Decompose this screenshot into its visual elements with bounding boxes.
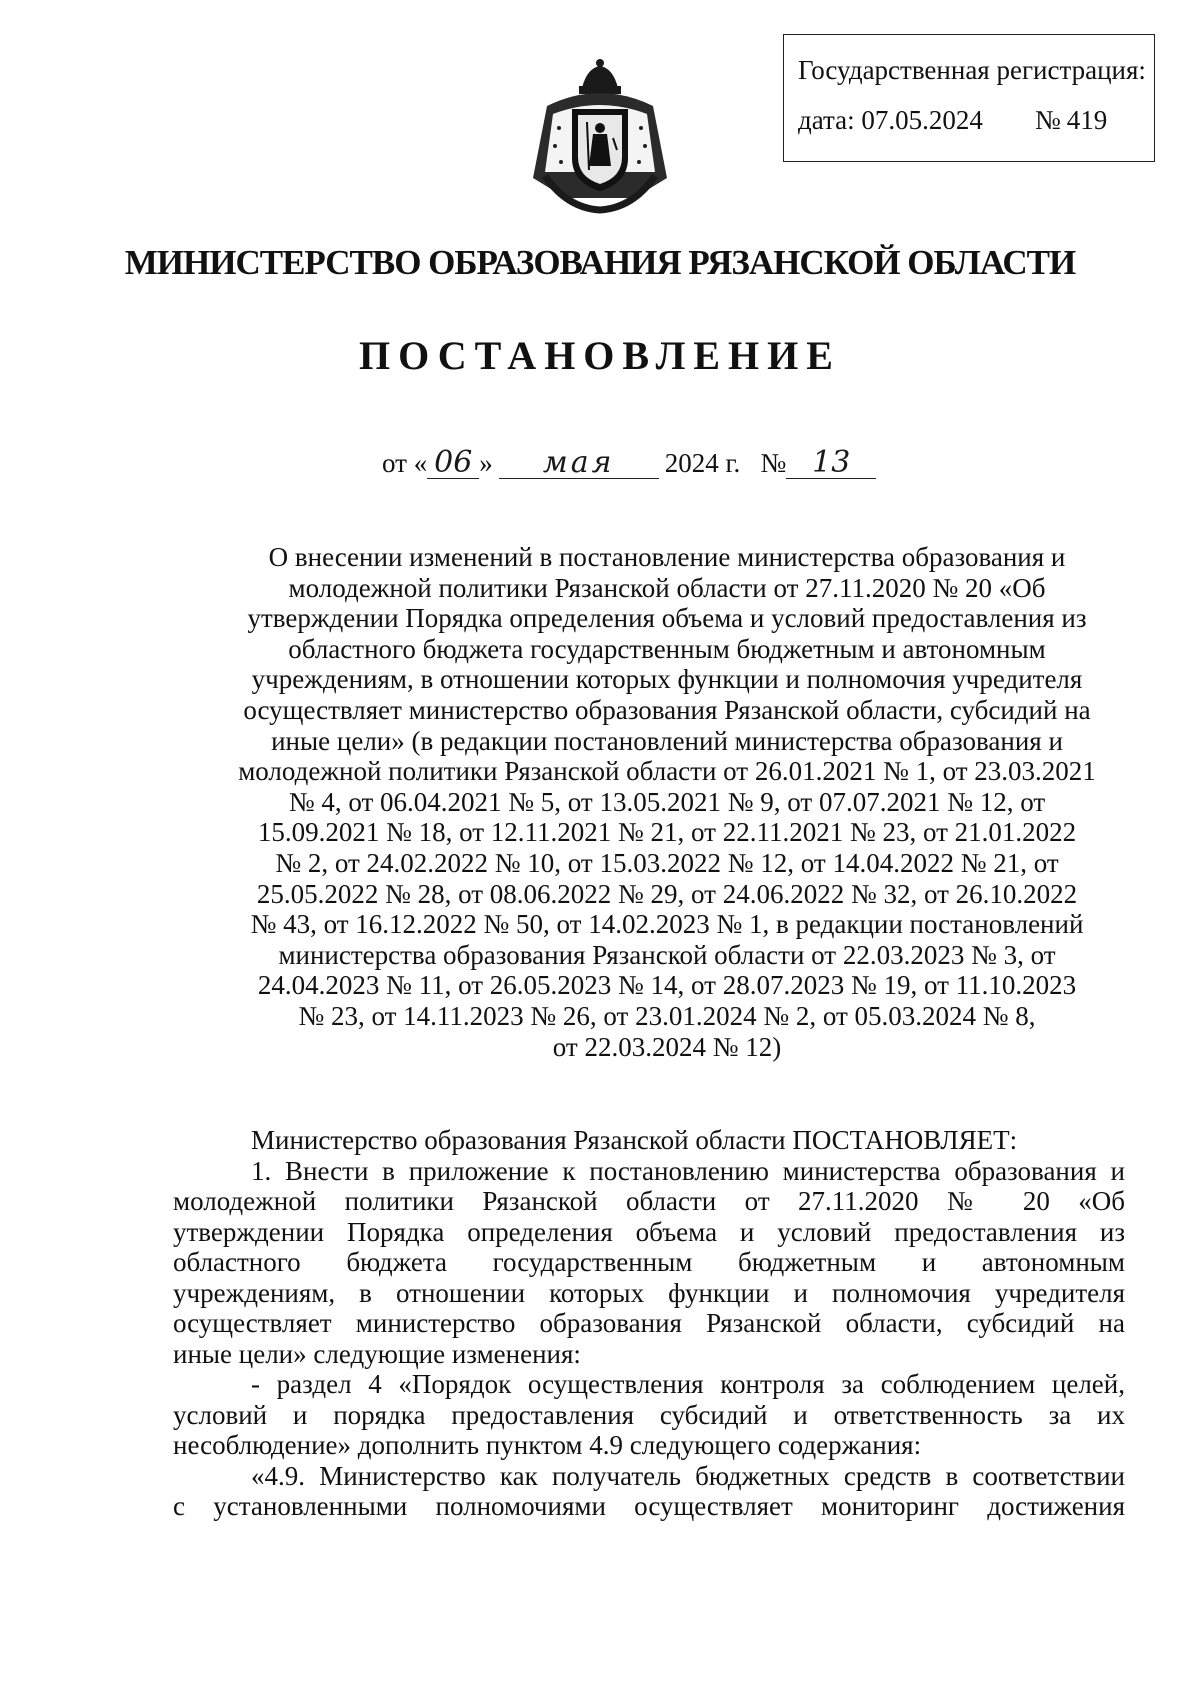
handwritten-day: 06	[427, 448, 479, 479]
resolution-statement: Министерство образования Рязанской области ПОСТАНОВЛЯЕТ:	[251, 1125, 1018, 1155]
subject-line: молодежной политики Рязанской области от 27.11.2020 № 20 «Об	[288, 572, 1046, 603]
subject-line: молодежной политики Рязанской области от 26.01.2021 № 1, от 23.03.2021	[238, 756, 1096, 787]
date-year: 2024 г.	[664, 448, 741, 478]
date-number-label: №	[760, 448, 787, 478]
registration-date: дата: 07.05.2024	[798, 105, 983, 135]
registration-number	[1029, 105, 1107, 136]
paragraph-1-line: утверждении Порядка определения объема и условий предоставления из	[173, 1216, 1125, 1247]
subject-line: утверждении Порядка определения объема и условий предоставления из	[247, 603, 1087, 634]
subject-line: областного бюджета государственным бюджетным и автономным	[288, 633, 1046, 664]
paragraph-1-line: учреждениям, в отношении которых функции и полномочия учредителя	[173, 1277, 1125, 1308]
paragraph-1-line: иные цели» следующие изменения:	[173, 1338, 581, 1369]
paragraph-1-line: молодежной политики Рязанской области от 27.11.2020 № 20 «Об	[173, 1186, 1125, 1216]
subject-line: учреждениям, в отношении которых функции и полномочия учредителя	[251, 664, 1083, 695]
handwritten-number: 13	[786, 448, 876, 479]
subject-line: № 4, от 06.04.2021 № 5, от 13.05.2021 № 9, от 07.07.2021 № 12, от	[288, 786, 1046, 817]
registration-title: Государственная регистрация:	[798, 55, 1146, 85]
document-body	[173, 1125, 1125, 1522]
registration-number-value: 419	[1066, 105, 1108, 135]
subject-line: от 22.03.2024 № 12)	[552, 1031, 782, 1062]
paragraph-2-line: условий и порядка предоставления субсидий и ответственность за их	[173, 1399, 1125, 1430]
document-subject	[212, 542, 1122, 1062]
handwritten-month: мая	[499, 448, 659, 479]
subject-line: осуществляет министерство образования Рязанской области, субсидий на	[243, 694, 1091, 725]
subject-line: 15.09.2021 № 18, от 12.11.2021 № 21, от 22.11.2021 № 23, от 21.01.2022	[257, 817, 1077, 848]
subject-line: иные цели» (в редакции постановлений министерства образования и	[271, 725, 1063, 756]
subject-line: № 43, от 16.12.2022 № 50, от 14.02.2023 № 1, в редакции постановлений	[250, 909, 1084, 940]
paragraph-1-line: областного бюджета государственным бюджетным и автономным	[173, 1247, 1125, 1277]
document-date-line	[382, 445, 876, 480]
paragraph-2-line: - раздел 4 «Порядок осуществления контроля за соблюдением целей,	[251, 1369, 1125, 1399]
subject-line: 24.04.2023 № 11, от 26.05.2023 № 14, от 28.07.2023 № 19, от 11.10.2023	[257, 970, 1077, 1001]
subject-line: № 2, от 24.02.2022 № 10, от 15.03.2022 № 12, от 14.04.2022 № 21, от	[275, 847, 1059, 878]
document-type: ПОСТАНОВЛЕНИЕ	[359, 333, 841, 378]
date-quote-close: »	[479, 448, 493, 478]
paragraph-1-line: осуществляет министерство образования Рязанской области, субсидий на	[173, 1308, 1125, 1338]
paragraph-3-line: «4.9. Министерство как получатель бюджетных средств в соответствии	[251, 1460, 1125, 1491]
registration-number-label: №	[1035, 105, 1061, 135]
paragraph-1-line: 1. Внести в приложение к постановлению министерства образования и	[251, 1155, 1125, 1186]
paragraph-3-line: с установленными полномочиями осуществляет мониторинг достижения	[173, 1491, 1125, 1521]
ministry-title: МИНИСТЕРСТВО ОБРАЗОВАНИЯ РЯЗАНСКОЙ ОБЛАСТИ	[124, 243, 1076, 282]
subject-line: № 23, от 14.11.2023 № 26, от 23.01.2024 № 2, от 05.03.2024 № 8,	[298, 1000, 1036, 1031]
subject-line: 25.05.2022 № 28, от 08.06.2022 № 29, от 24.06.2022 № 32, от 26.10.2022	[256, 878, 1078, 909]
paragraph-2-line: несоблюдение» дополнить пунктом 4.9 следующего содержания:	[173, 1430, 922, 1460]
subject-line: О внесении изменений в постановление министерства образования и	[268, 542, 1066, 572]
date-prefix: от «	[382, 448, 428, 478]
registration-stamp	[783, 34, 1155, 162]
ryazan-coat-of-arms-icon	[527, 58, 673, 214]
subject-line: министерства образования Рязанской области от 22.03.2023 № 3, от	[278, 939, 1056, 970]
